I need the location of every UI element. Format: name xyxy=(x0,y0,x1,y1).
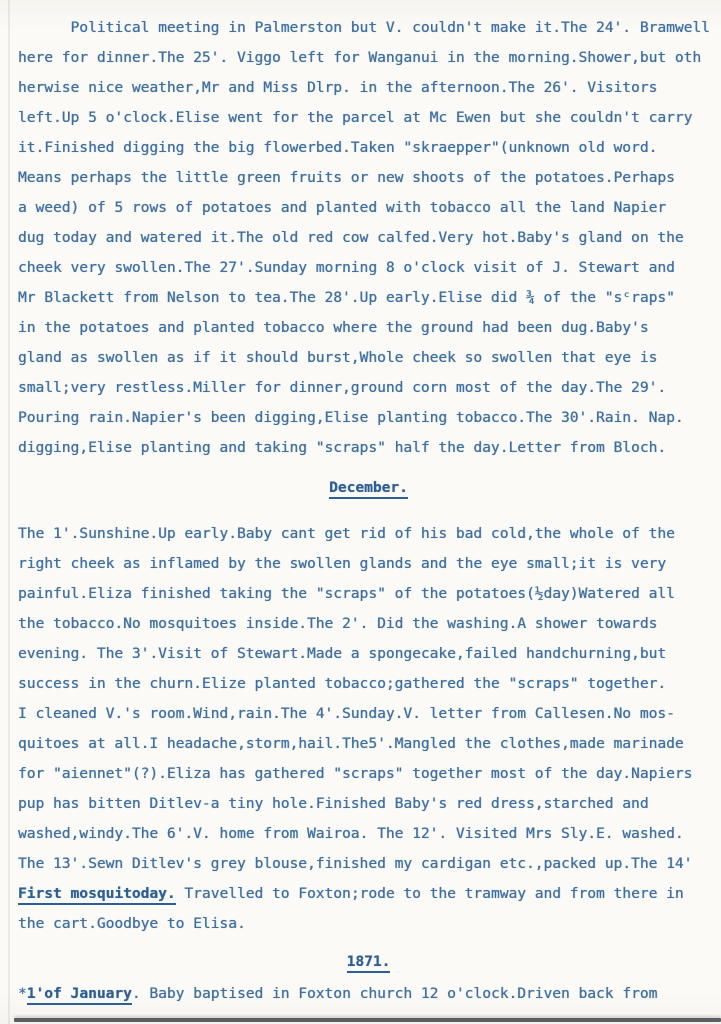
text-line xyxy=(18,193,719,223)
text-segment: here for dinner.The 25'. Viggo left for Wanganui in the morning.Shower,but oth xyxy=(18,49,702,66)
text-segment: Travelled to Foxton;rode to the tramway and from there in xyxy=(175,885,684,902)
heading-line xyxy=(18,947,719,977)
text-segment: . Baby baptised in Foxton church 12 o'clock.Driven back from xyxy=(131,985,658,1002)
text-segment: for "aiennet"(?).Eliza has gathered "scraps" together most of the day.Napiers xyxy=(18,765,693,782)
text-segment: right cheek as inflamed by the swollen glands and the eye small;it is very xyxy=(18,555,667,572)
underlined-text: First mosquitoday. xyxy=(18,885,176,905)
text-line xyxy=(18,403,719,433)
text-segment: Means perhaps the little green fruits or new shoots of the potatoes.Perhaps xyxy=(18,169,675,186)
text-segment: left.Up 5 o'clock.Elise went for the parcel at Mc Ewen but she couldn't carry xyxy=(18,109,693,126)
heading-line xyxy=(18,473,719,503)
text-segment: I cleaned V.'s room.Wind,rain.The 4'.Sunday.V. letter from Callesen.No mos- xyxy=(18,705,675,722)
text-line xyxy=(18,223,719,253)
text-line xyxy=(18,789,719,819)
text-segment: evening. The 3'.Visit of Stewart.Made a spongecake,failed handchurning,but xyxy=(18,645,667,662)
text-line xyxy=(18,849,719,879)
text-line xyxy=(18,163,719,193)
text-segment: Political meeting in Palmerston but V. couldn't make it.The 24'. Bramwell xyxy=(18,19,710,36)
text-segment: small;very restless.Miller for dinner,ground corn most of the day.The 29'. xyxy=(18,379,667,396)
text-line xyxy=(18,759,719,789)
january-entry xyxy=(18,979,719,1009)
text-line xyxy=(18,13,719,43)
text-segment: the tobacco.No mosquitoes inside.The 2'. Did the washing.A shower towards xyxy=(18,615,658,632)
text-segment: a weed) of 5 rows of potatoes and planted with tobacco all the land Napier xyxy=(18,199,667,216)
text-line xyxy=(18,979,719,1009)
text-line xyxy=(18,669,719,699)
text-segment: Pouring rain.Napier's been digging,Elise planting tobacco.The 30'.Rain. Nap. xyxy=(18,409,684,426)
december-entries xyxy=(18,519,719,939)
text-segment: success in the churn.Elize planted tobacco;gathered the "scraps" together. xyxy=(18,675,667,692)
november-entries xyxy=(18,13,719,463)
text-line xyxy=(18,73,719,103)
text-segment: herwise nice weather,Mr and Miss Dlrp. in the afternoon.The 26'. Visitors xyxy=(18,79,658,96)
text-segment: quitoes at all.I headache,storm,hail.The5'.Mangled the clothes,made marinade xyxy=(18,735,684,752)
text-segment: pup has bitten Ditlev-a tiny hole.Finished Baby's red dress,starched and xyxy=(18,795,649,812)
text-line xyxy=(18,313,719,343)
text-segment: washed,windy.The 6'.V. home from Wairoa. The 12'. Visited Mrs Sly.E. washed. xyxy=(18,825,684,842)
text-line xyxy=(18,43,719,73)
text-line xyxy=(18,253,719,283)
text-segment: cheek very swollen.The 27'.Sunday morning 8 o'clock visit of J. Stewart and xyxy=(18,259,675,276)
scan-edge-bar xyxy=(14,1018,721,1022)
text-segment: Mr Blackett from Nelson to tea.The 28'.Up early.Elise did ¾ of the "sᶜraps" xyxy=(18,289,675,306)
text-line xyxy=(18,373,719,403)
heading-1871 xyxy=(18,947,719,977)
text-line xyxy=(18,819,719,849)
text-line xyxy=(18,639,719,669)
text-line xyxy=(18,609,719,639)
text-line xyxy=(18,103,719,133)
text-segment: digging,Elise planting and taking "scraps" half the day.Letter from Bloch. xyxy=(18,439,667,456)
text-segment: in the potatoes and planted tobacco where the ground had been dug.Baby's xyxy=(18,319,649,336)
text-line xyxy=(18,909,719,939)
text-segment: The 1'.Sunshine.Up early.Baby cant get rid of his bad cold,the whole of the xyxy=(18,525,675,542)
text-line xyxy=(18,433,719,463)
underlined-text: 1'of January xyxy=(27,985,132,1005)
text-segment: gland as swollen as if it should burst,Whole cheek so swollen that eye is xyxy=(18,349,658,366)
text-line xyxy=(18,579,719,609)
text-line xyxy=(18,343,719,373)
text-line xyxy=(18,699,719,729)
text-segment: painful.Eliza finished taking the "scraps" of the potatoes(½day)Watered all xyxy=(18,585,675,602)
text-segment: * xyxy=(18,985,27,1002)
text-segment: The 13'.Sewn Ditlev's grey blouse,finished my cardigan etc.,packed up.The 14' xyxy=(18,855,693,872)
text-line xyxy=(18,549,719,579)
text-line xyxy=(18,133,719,163)
text-line xyxy=(18,729,719,759)
heading-december xyxy=(18,473,719,503)
text-line xyxy=(18,879,719,909)
text-line xyxy=(18,283,719,313)
text-line xyxy=(18,519,719,549)
text-segment: dug today and watered it.The old red cow calfed.Very hot.Baby's gland on the xyxy=(18,229,684,246)
text-segment: it.Finished digging the big flowerbed.Taken "skraepper"(unknown old word. xyxy=(18,139,658,156)
text-segment: the cart.Goodbye to Elisa. xyxy=(18,915,246,932)
underlined-text: 1871. xyxy=(347,953,391,973)
underlined-text: December. xyxy=(329,479,408,499)
